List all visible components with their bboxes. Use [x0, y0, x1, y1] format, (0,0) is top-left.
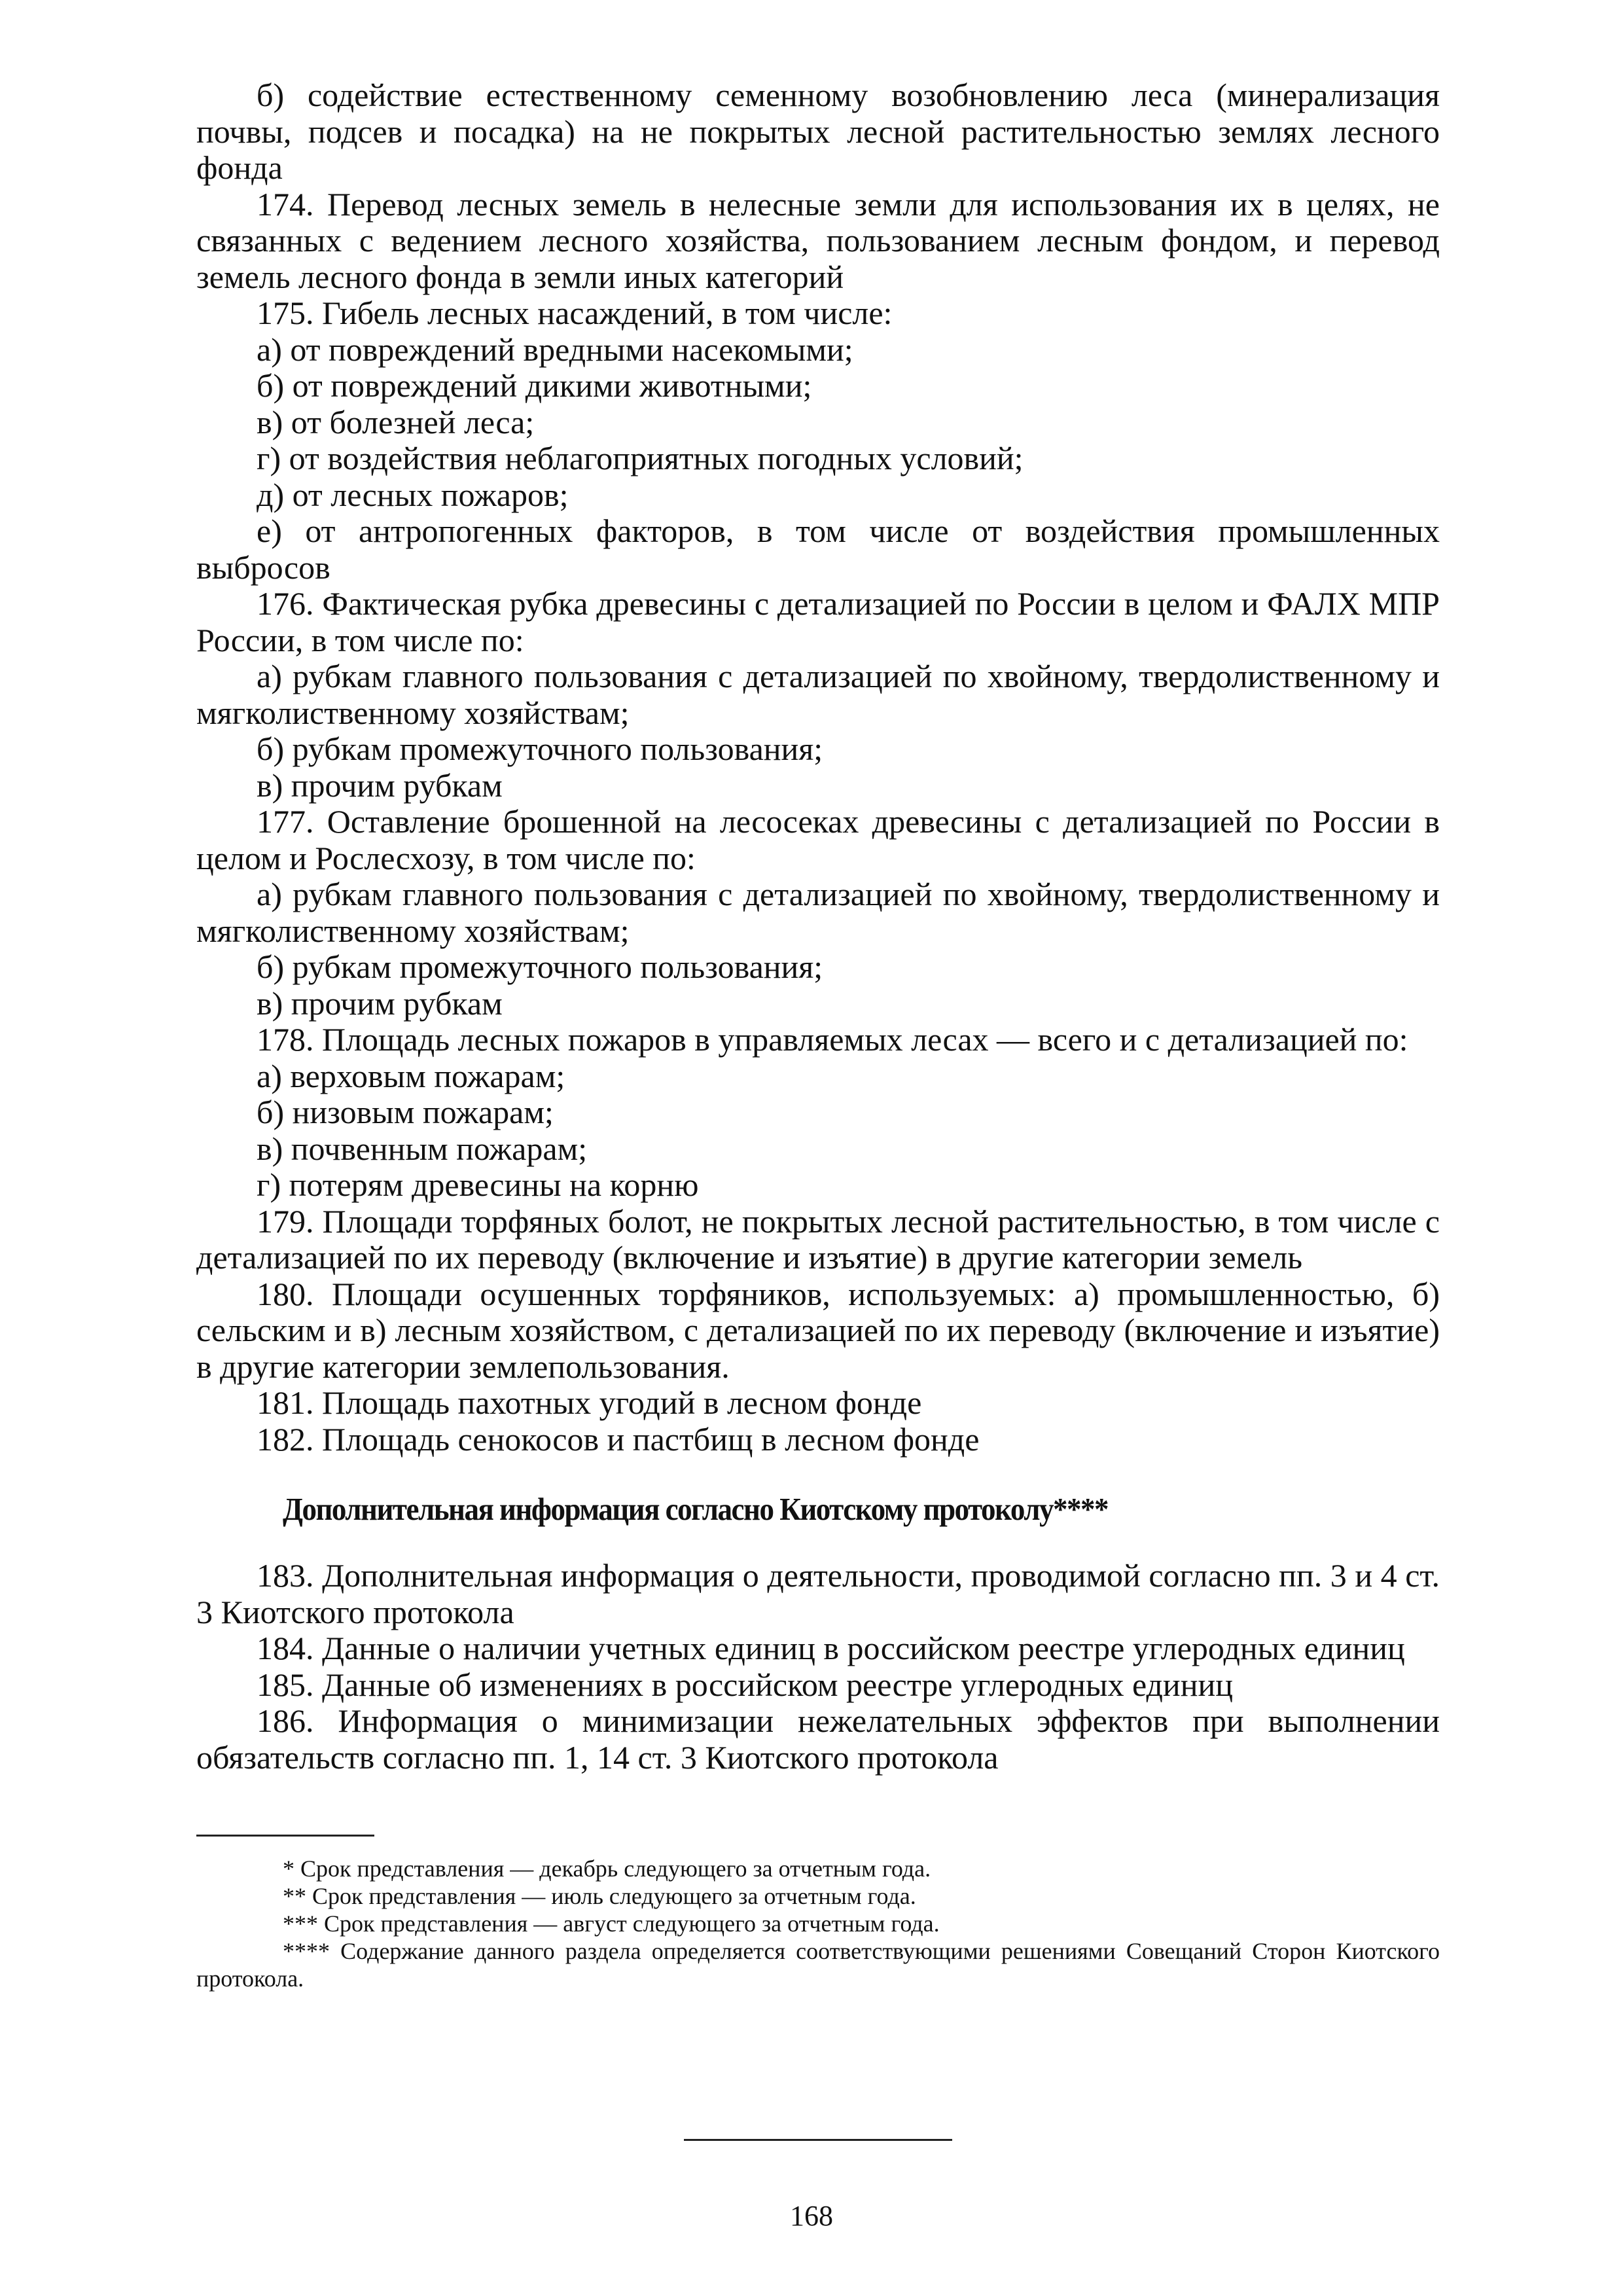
- footnotes: [196, 1855, 1440, 1992]
- footnote: *** Срок представления — август следующего за отчетным года.: [283, 1910, 940, 1937]
- paragraph: а) от повреждений вредными насекомыми;: [257, 331, 853, 368]
- paragraph: 181. Площадь пахотных угодий в лесном фонде: [257, 1384, 922, 1421]
- paragraph: а) верховым пожарам;: [257, 1057, 565, 1094]
- kyoto-text: [196, 1558, 1440, 1776]
- paragraph: б) от повреждений дикими животными;: [257, 367, 812, 404]
- paragraph: г) потерям древесины на корню: [257, 1166, 699, 1203]
- section-heading: Дополнительная информация согласно Киотскому протоколу****: [283, 1491, 1109, 1527]
- footnote: **** Содержание данного раздела определяется соответствующими решениями Совещаний Сторон Киотского протокола.: [196, 1938, 1440, 1992]
- paragraph: б) рубкам промежуточного пользования;: [257, 730, 823, 767]
- paragraph: в) от болезней леса;: [257, 403, 535, 440]
- paragraph: 176. Фактическая рубка древесины с детализацией по России в целом и ФАЛХ МПР России, в том числе по:: [196, 585, 1440, 658]
- paragraph: б) содействие естественному семенному возобновлению леса (минерализация почвы, подсев и посадка) на не покрытых лесной растительностью землях лесного фонда: [196, 77, 1440, 186]
- paragraph: в) прочим рубкам: [257, 984, 503, 1022]
- paragraph: в) почвенным пожарам;: [257, 1130, 588, 1167]
- paragraph: 184. Данные о наличии учетных единиц в российском реестре углеродных единиц: [257, 1630, 1405, 1666]
- main-text: [196, 77, 1440, 1458]
- paragraph: е) от антропогенных факторов, в том числе от воздействия промышленных выбросов: [196, 512, 1440, 586]
- paragraph: 179. Площади торфяных болот, не покрытых лесной растительностью, в том числе с детализацией по их переводу (включение и изъятие) в другие категории земель: [196, 1202, 1440, 1276]
- document-page: [196, 77, 1440, 1992]
- paragraph: 182. Площадь сенокосов и пастбищ в лесном фонде: [257, 1420, 980, 1458]
- paragraph: д) от лесных пожаров;: [257, 476, 569, 513]
- paragraph: г) от воздействия неблагоприятных погодных условий;: [257, 440, 1024, 476]
- footnote: ** Срок представления — июль следующего за отчетным года.: [283, 1883, 916, 1909]
- paragraph: 178. Площадь лесных пожаров в управляемых лесах — всего и с детализацией по:: [257, 1021, 1408, 1058]
- paragraph: б) рубкам промежуточного пользования;: [257, 948, 823, 985]
- paragraph: а) рубкам главного пользования с детализацией по хвойному, твердолиственному и мягколиственному хозяйствам;: [196, 658, 1440, 731]
- paragraph: 183. Дополнительная информация о деятельности, проводимой согласно пп. 3 и 4 ст. 3 Киотского протокола: [196, 1557, 1440, 1630]
- page-number-divider: [684, 2139, 952, 2141]
- paragraph: б) низовым пожарам;: [257, 1094, 554, 1130]
- paragraph: 174. Перевод лесных земель в нелесные земли для использования их в целях, не связанных с ведением лесного хозяйства, пользованием лесным фондом, и перевод земель лесного фонда в земли иных категорий: [196, 185, 1440, 295]
- paragraph: 175. Гибель лесных насаждений, в том числе:: [257, 295, 893, 331]
- paragraph: в) прочим рубкам: [257, 766, 503, 804]
- footnote-divider: [196, 1835, 374, 1837]
- paragraph: 180. Площади осушенных торфяников, используемых: а) промышленностью, б) сельским и в) лесным хозяйством, с детализацией по их переводу (включение и изъятие) в другие категории землепользования.: [196, 1275, 1440, 1385]
- footnote: * Срок представления — декабрь следующего за отчетным года.: [283, 1856, 931, 1882]
- page-number: 168: [790, 2200, 833, 2232]
- paragraph: 185. Данные об изменениях в российском реестре углеродных единиц: [257, 1666, 1233, 1703]
- paragraph: 186. Информация о минимизации нежелательных эффектов при выполнении обязательств согласно пп. 1, 14 ст. 3 Киотского протокола: [196, 1702, 1440, 1776]
- paragraph: а) рубкам главного пользования с детализацией по хвойному, твердолиственному и мягколиственному хозяйствам;: [196, 876, 1440, 949]
- paragraph: 177. Оставление брошенной на лесосеках древесины с детализацией по России в целом и Рослесхозу, в том числе по:: [196, 803, 1440, 876]
